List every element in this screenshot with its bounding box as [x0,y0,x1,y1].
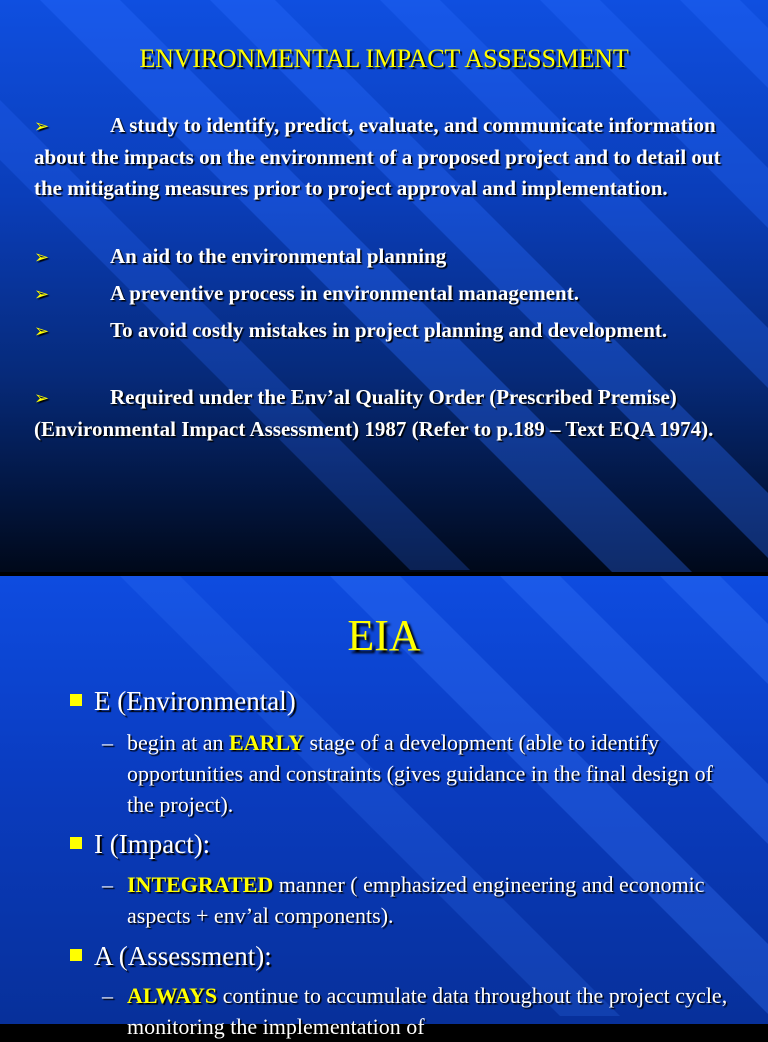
section-e-heading [70,686,296,717]
section-a-highlight: ALWAYS [127,983,218,1008]
dash-bullet-icon: – [102,730,113,755]
section-i-heading [70,829,210,860]
bullet-3 [34,278,749,310]
section-e-heading-text: E (Environmental) [94,686,296,716]
bullet-3-text: A preventive process in environmental management. [110,281,579,305]
arrow-bullet-icon: ➢ [34,388,50,408]
arrow-bullet-icon: ➢ [34,321,50,341]
slide-1-title: ENVIRONMENTAL IMPACT ASSESSMENT [139,44,629,73]
dash-bullet-icon: – [102,872,113,897]
section-a-heading [70,941,272,972]
bullet-5 [34,382,749,445]
section-e-detail-post: stage of a development (able to identify opportunities and constraints (gives guidance in the final design of the project). [127,730,713,817]
section-a-detail [102,980,742,1042]
bullet-5-text: Required under the Env’al Quality Order (Prescribed Premise) (Environmental Impact Assessment) 1987 (Refer to p.189 – Text EQA 1974). [34,385,714,441]
arrow-bullet-icon: ➢ [34,284,50,304]
section-i-detail-post: manner ( emphasized engineering and economic aspects + env’al components). [127,872,705,928]
square-bullet-icon [70,949,82,961]
arrow-bullet-icon: ➢ [34,247,50,267]
bullet-4-text: To avoid costly mistakes in project planning and development. [110,318,668,342]
bullet-4 [34,315,749,347]
bullet-2 [34,241,749,273]
square-bullet-icon [70,694,82,706]
slide-2-title: EIA [347,611,421,660]
square-bullet-icon [70,837,82,849]
bullet-1 [34,110,749,204]
section-e-detail-pre: begin at an [127,730,230,755]
arrow-bullet-icon: ➢ [34,116,50,136]
section-a-detail-post: continue to accumulate data throughout the project cycle, monitoring the implementation of [127,983,728,1039]
section-e-detail [102,727,742,820]
section-i-highlight: INTEGRATED [127,872,274,897]
section-i-heading-text: I (Impact): [94,829,211,859]
section-e-highlight: EARLY [229,730,305,755]
section-i-detail [102,869,742,931]
bullet-2-text: An aid to the environmental planning [110,244,447,268]
section-a-heading-text: A (Assessment): [94,941,272,971]
bullet-1-text: A study to identify, predict, evaluate, and communicate information about the impacts on the environment of a proposed project and to detail out the mitigating measures prior to project approval and implementation. [34,113,721,200]
dash-bullet-icon: – [102,983,113,1008]
